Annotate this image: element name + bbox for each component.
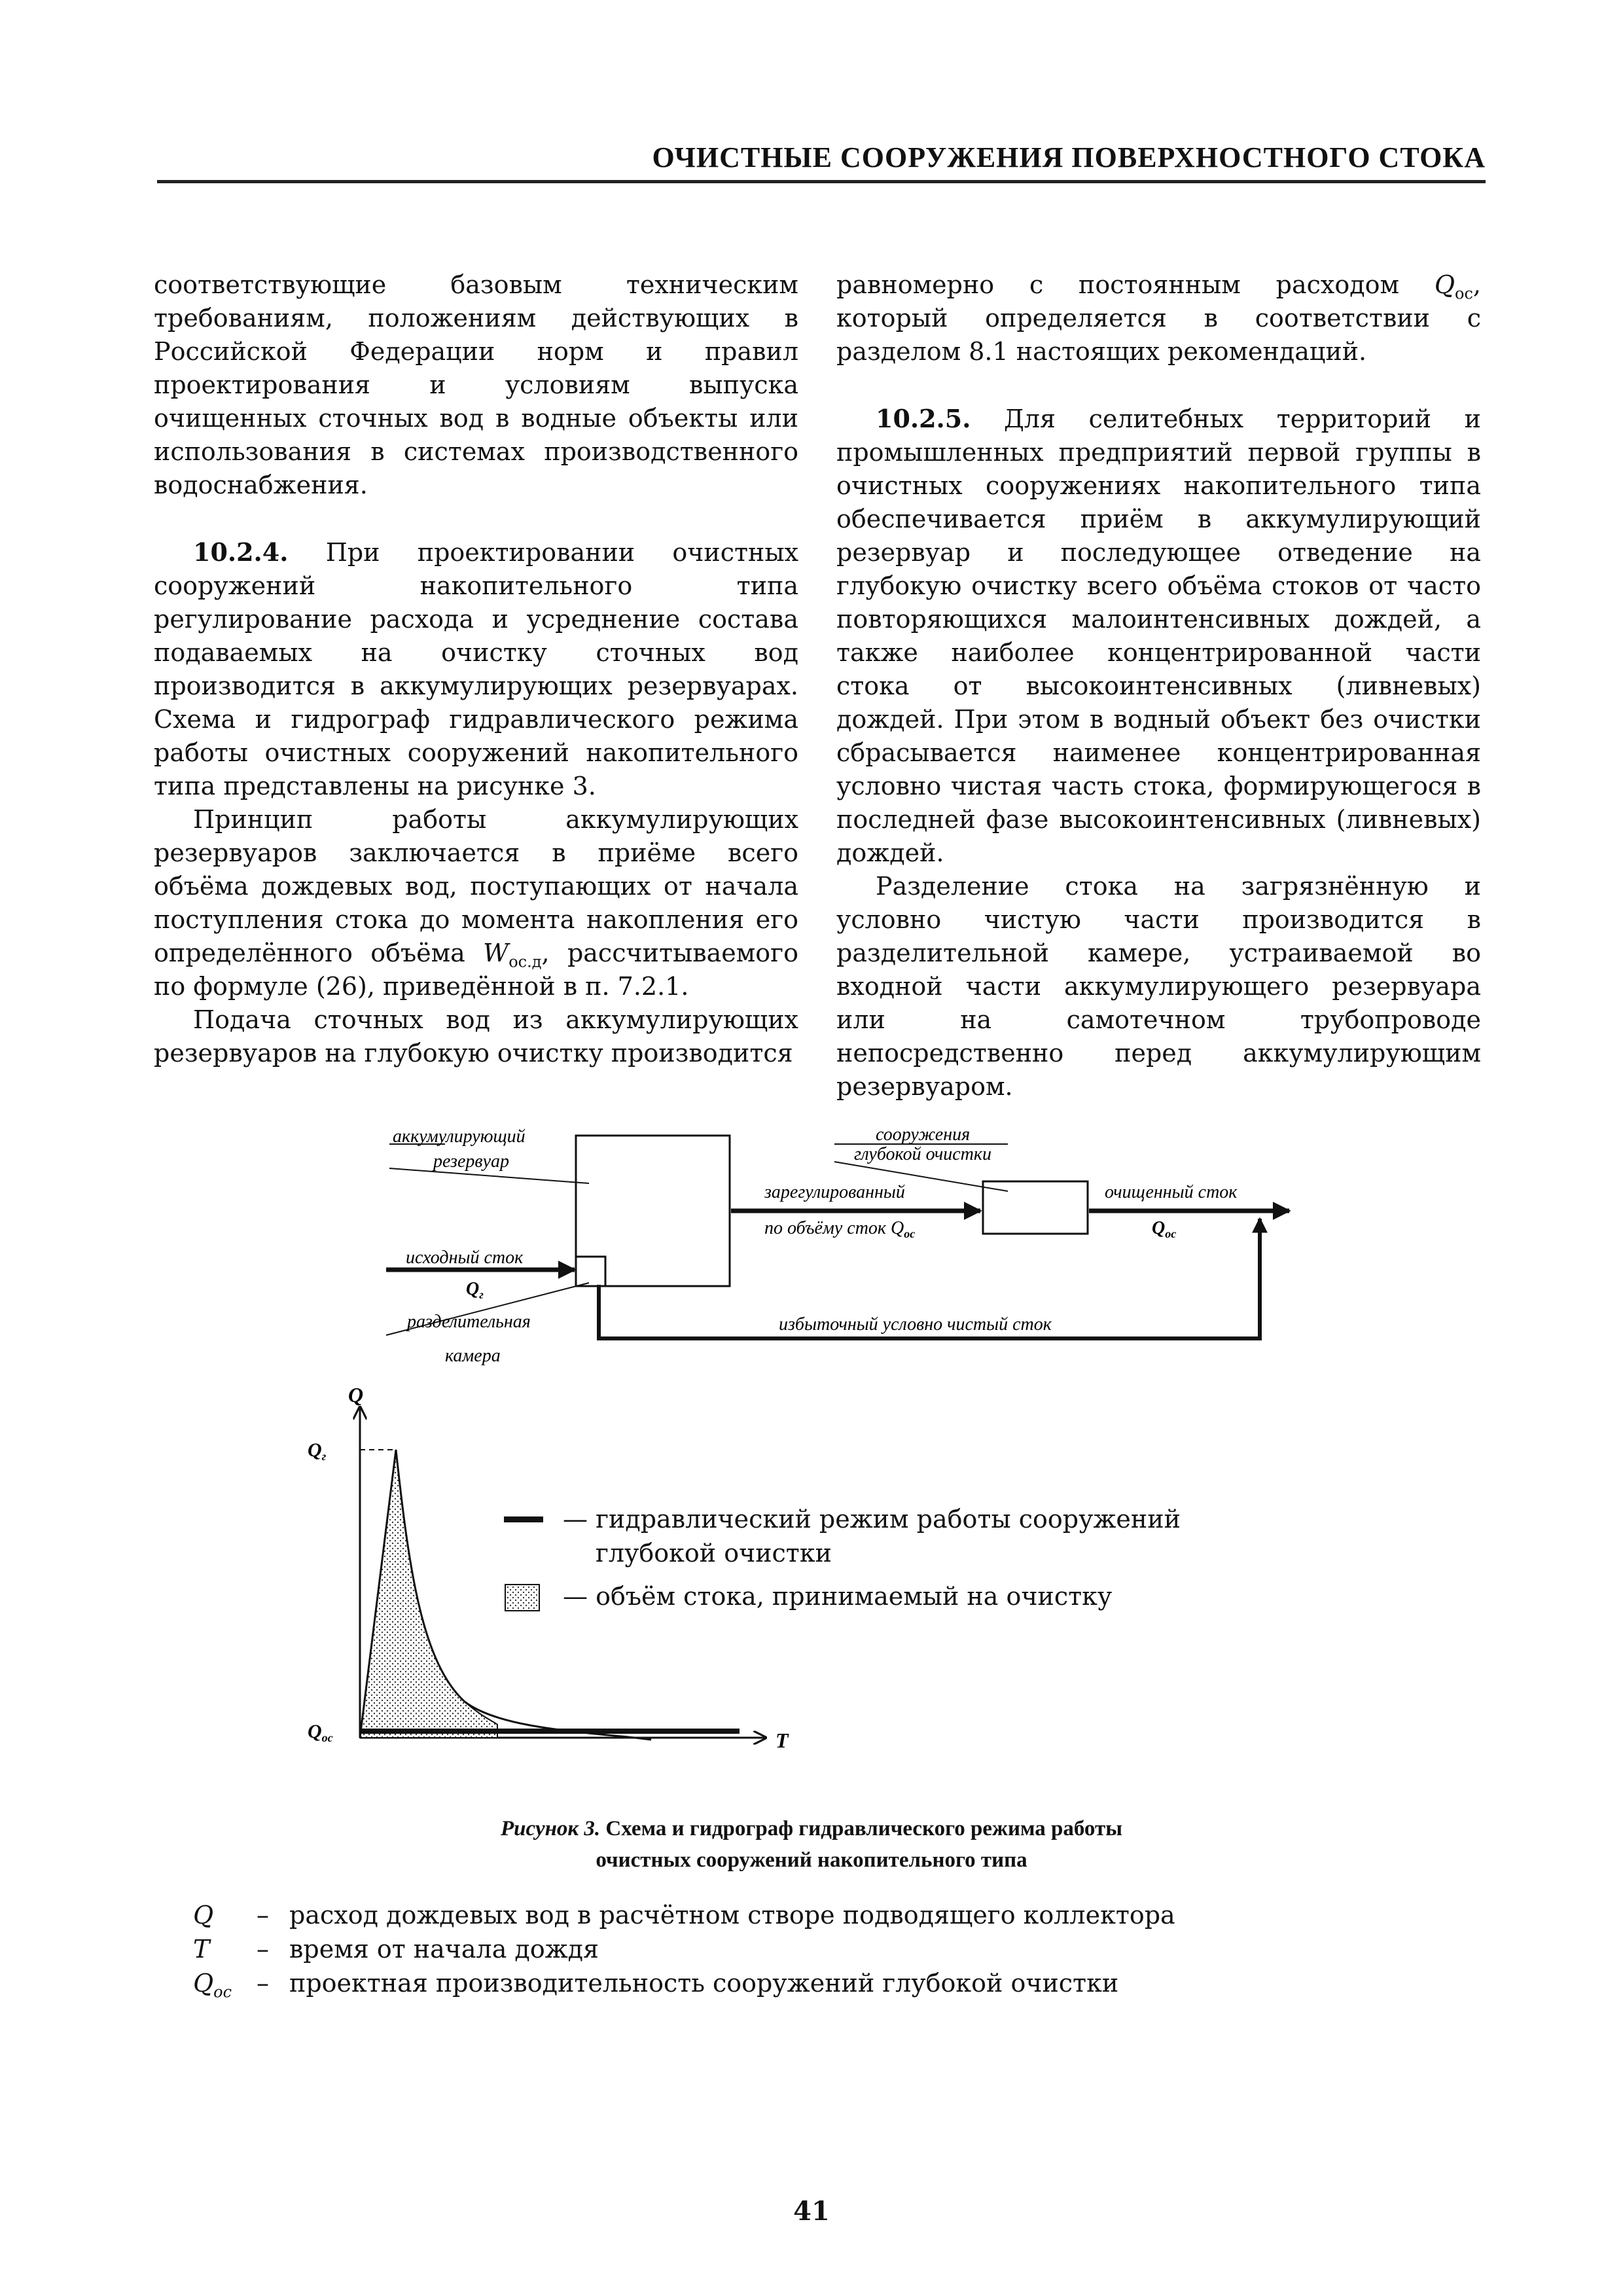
tick-qos: $Q_{ос}$ [308,1721,333,1744]
paragraph-text: , рассчитываемого по формуле (26), приведённой в п. 7.2.1. [154,939,798,1001]
paragraph [836,268,1481,368]
regulated-label: по объёму сток $Q_{ос}$ [764,1218,916,1240]
inflow-label: исходный сток [406,1247,524,1268]
definition-row [193,1898,1175,1932]
chamber-label: камера [445,1346,501,1366]
inflow-symbol: $Q_г$ [466,1279,484,1301]
caption-label: Рисунок 3. [501,1817,601,1840]
treated-label: $Q_{ос}$ [1152,1218,1177,1240]
treatment-label: сооружения [876,1124,971,1145]
regulated-label: зарегулированный [764,1182,905,1202]
treatment-label: глубокой очистки [854,1144,991,1164]
symbol-w: W [483,939,509,967]
definition-dash: – [257,1935,269,1964]
definition-dash: – [257,1901,269,1929]
legend-line-swatch [504,1516,543,1522]
paragraph-text: При проектировании очистных сооружений накопительного типа регулирование расхода и усреднение состава подаваемых на очистку сточных вод производится в аккумулирующих резервуарах. Схема и гидрограф гидравлического режима работы очистных сооружений накопительного типа представлены на рисунке 3. [154,538,798,800]
x-axis-label: T [776,1729,789,1752]
reservoir-label: аккумулирующий [393,1126,526,1147]
paragraph: соответствующие базовым техническим требованиям, положениям действующих в Российской Федерации норм и правил проектирования и условиям выпуска очищенных сточных вод в водные объекты или использования в системах производственного водоснабжения. [154,270,798,499]
caption-text: очистных сооружений накопительного типа [596,1848,1027,1872]
definition-text: время от начала дождя [289,1935,599,1964]
definition-symbol: T [193,1935,210,1964]
definition-row [193,1932,1175,1966]
definition-symbol: $Q_{ос}$ [193,1969,232,2001]
legend [504,1502,1181,1613]
legend-item-line [504,1502,1181,1570]
accepted-volume-area [360,1450,497,1738]
reservoir-label: резервуар [433,1151,509,1172]
separation-chamber [576,1257,605,1286]
running-header [157,134,1486,183]
symbol-subscript: ос.д [508,952,542,971]
clause-number: 10.2.5. [876,404,971,433]
treated-label: очищенный сток [1105,1182,1238,1202]
legend-dots-swatch [504,1583,541,1612]
figure-3-diagram [294,1100,1342,1767]
tick-qg: $Q_г$ [308,1439,327,1463]
definition-text: проектная производительность сооружений глубокой очистки [289,1969,1119,1998]
legend-item-area [504,1579,1181,1613]
definition-dash: – [257,1969,269,1998]
paragraph: Подача сточных вод из аккумулирующих резервуаров на глубокую очистку производится [154,1005,798,1067]
caption-text: Схема и гидрограф гидравлического режима работы [605,1817,1122,1840]
legend-text: — гидравлический режим работы сооружений [563,1505,1181,1534]
paragraph-text: Принцип работы аккумулирующих резервуаров заключается в приёме всего объёма дождевых вод, поступающих от начала поступления стока до момента накопления его определённого объёма [154,805,798,967]
paragraph-10-2-5 [836,402,1481,870]
symbol-definitions [193,1898,1175,2000]
paragraph: Разделение стока на загрязнённую и условно чистую части производится в разделительной камере, устраиваемой во входной части аккумулирующего резервуара или на самотечном трубопроводе непосредственно перед аккумулирующим резервуаром. [836,872,1481,1101]
clause-number: 10.2.4. [193,537,289,567]
paragraph [154,803,798,1003]
definition-symbol: Q [193,1901,214,1929]
figure-caption [0,1813,1623,1876]
y-axis-label: Q [348,1383,364,1407]
paragraph-text: Для селитебных территорий и промышленных предприятий первой группы в очистных сооружениях накопительного типа обеспечивается приём в аккумулирующий резервуар и последующее отведение на глубокую очистку всего объёма стоков от часто повторяющихся малоинтенсивных дождей, а также наиболее концентрированной части стока от высокоинтенсивных (ливневых) дождей. При этом в водный объект без очистки сбрасывается наименее концентрированная условно чистая часть стока, формирующегося в последней фазе высокоинтенсивных (ливневых) дождей. [836,404,1481,867]
legend-text: глубокой очистки [596,1539,832,1568]
right-column [836,268,1481,1103]
chamber-label: разделительная [407,1312,531,1332]
page-number: 41 [793,2196,830,2227]
header-title: ОЧИСТНЫЕ СООРУЖЕНИЯ ПОВЕРХНОСТНОГО СТОКА [652,141,1486,173]
symbol-q: Q [1434,270,1455,299]
paragraph-text: , который определяется в соответствии с разделом 8.1 настоящих рекомендаций. [836,270,1481,366]
symbol-subscript: ос [1455,284,1473,303]
definition-text: расход дождевых вод в расчётном створе подводящего коллектора [289,1901,1175,1929]
left-column [154,268,798,1070]
paragraph-10-2-4 [154,535,798,803]
paragraph-text: равномерно с постоянным расходом [836,270,1400,299]
excess-label: избыточный условно чистый сток [779,1314,1052,1335]
definition-row [193,1966,1175,2000]
legend-text: — объём стока, принимаемый на очистку [563,1582,1113,1611]
accumulating-reservoir [576,1136,730,1286]
